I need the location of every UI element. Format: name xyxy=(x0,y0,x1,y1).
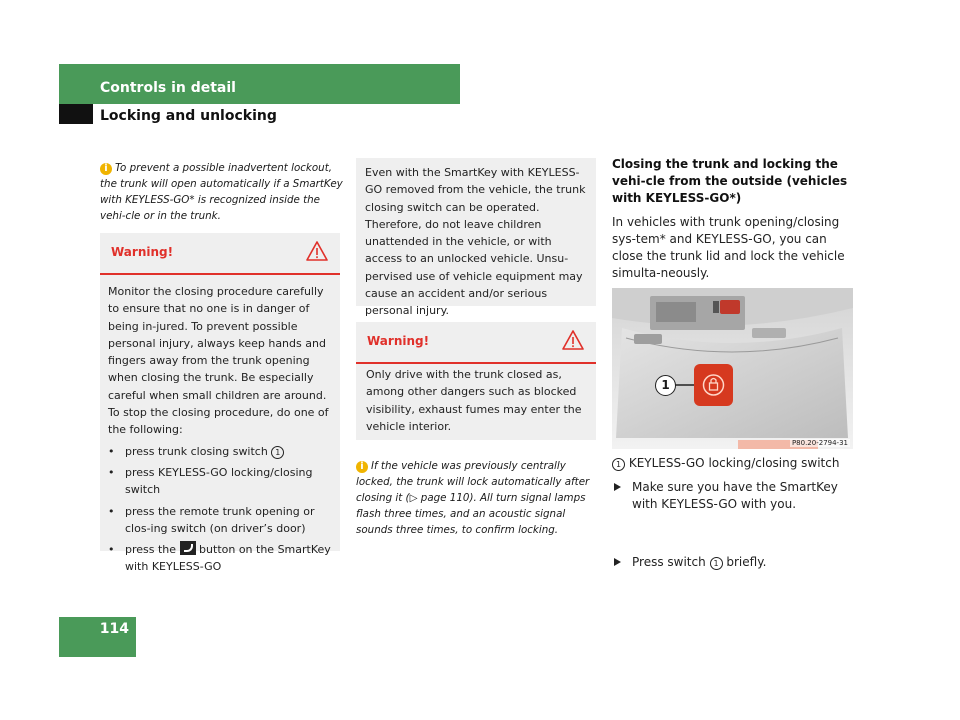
step-item: Make sure you have the SmartKey with KEYLESS-GO with you. xyxy=(612,479,858,513)
warning-body-text: Only drive with the trunk closed as, among other dangers such as blocked visibility, exhaust fumes may enter the vehicle interior. xyxy=(366,368,582,433)
photo-caption: 1 KEYLESS-GO locking/closing switch xyxy=(612,455,857,472)
warning-body xyxy=(108,283,334,580)
warning-body-text: Monitor the closing procedure carefully to ensure that no one is in danger of being in-jured. To prevent possible personal injury, always keep hands and fingers away from the trunk opening when closing the trunk. Be especially careful when small children are around. To stop the closing procedure, do one of the following: xyxy=(108,285,329,437)
warning-title: Warning! xyxy=(111,245,174,259)
warning-title: Warning! xyxy=(367,334,430,348)
warning-header xyxy=(100,233,340,275)
switch-number-badge: 1 xyxy=(271,446,284,459)
page-ref-arrow-icon: ▷ xyxy=(409,492,421,504)
page-number: 114 xyxy=(99,621,129,637)
image-code: P80.20-2794-31 xyxy=(791,439,848,447)
section-tab-marker xyxy=(59,104,93,124)
list-item: • press KEYLESS-GO locking/closing switch xyxy=(108,464,334,499)
callout-marker: 1 xyxy=(655,375,676,396)
list-item: • press the remote trunk opening or clos-ing switch (on driver’s door) xyxy=(108,503,334,538)
info-note-auto-lock: i If the vehicle was previously centrally locked, the trunk will lock automatically after closing it (▷ page 110). All turn signal lamps flash three times, and an acoustic signal sounds three times, to confirm locking. xyxy=(356,460,590,536)
switch-number-badge: 1 xyxy=(710,557,723,570)
info-box-text: Even with the SmartKey with KEYLESS-GO removed from the vehicle, the trunk closing switch can be operated. Therefore, do not leave children unattended in the vehicle, or with access to an unlocked vehicle. Unsu-pervised use of vehicle equipment may cause an accident and/or serious personal injury. xyxy=(365,166,586,318)
trunk-lid-illustration xyxy=(612,288,853,449)
info-box-children xyxy=(356,158,596,318)
procedure-intro: In vehicles with trunk opening/closing sys-tem* and KEYLESS-GO, you can close the trunk lid and lock the vehicle simulta-neously. xyxy=(612,215,845,280)
step-item: Press switch 1 briefly. xyxy=(612,554,858,571)
info-icon: i xyxy=(100,163,112,175)
warning-box-closing xyxy=(100,233,340,574)
trunk-key-icon xyxy=(180,541,196,555)
warning-triangle-icon xyxy=(306,241,328,261)
trunk-switch-photo xyxy=(612,288,853,449)
caption-number-badge: 1 xyxy=(612,458,625,471)
warning-box-driving xyxy=(356,322,596,440)
info-note-lockout: i To prevent a possible inadvertent lockout, the trunk will open automatically if a SmartKey with KEYLESS-GO* is recognized inside the vehi-cle or in the trunk. xyxy=(100,162,343,222)
warning-options-list xyxy=(108,443,334,576)
page-reference[interactable]: page 110 xyxy=(420,492,470,504)
info-icon: i xyxy=(356,461,368,473)
section-title: Controls in detail xyxy=(100,80,236,96)
procedure-heading: Closing the trunk and locking the vehi-cle from the outside (vehicles with KEYLESS-GO*) xyxy=(612,157,848,205)
subsection-title: Locking and unlocking xyxy=(100,108,277,124)
list-item: • press trunk closing switch 1 xyxy=(108,443,334,460)
warning-header xyxy=(356,322,596,364)
warning-triangle-icon xyxy=(562,330,584,350)
list-item: • press the button on the SmartKey with KEYLESS-GO xyxy=(108,541,334,576)
